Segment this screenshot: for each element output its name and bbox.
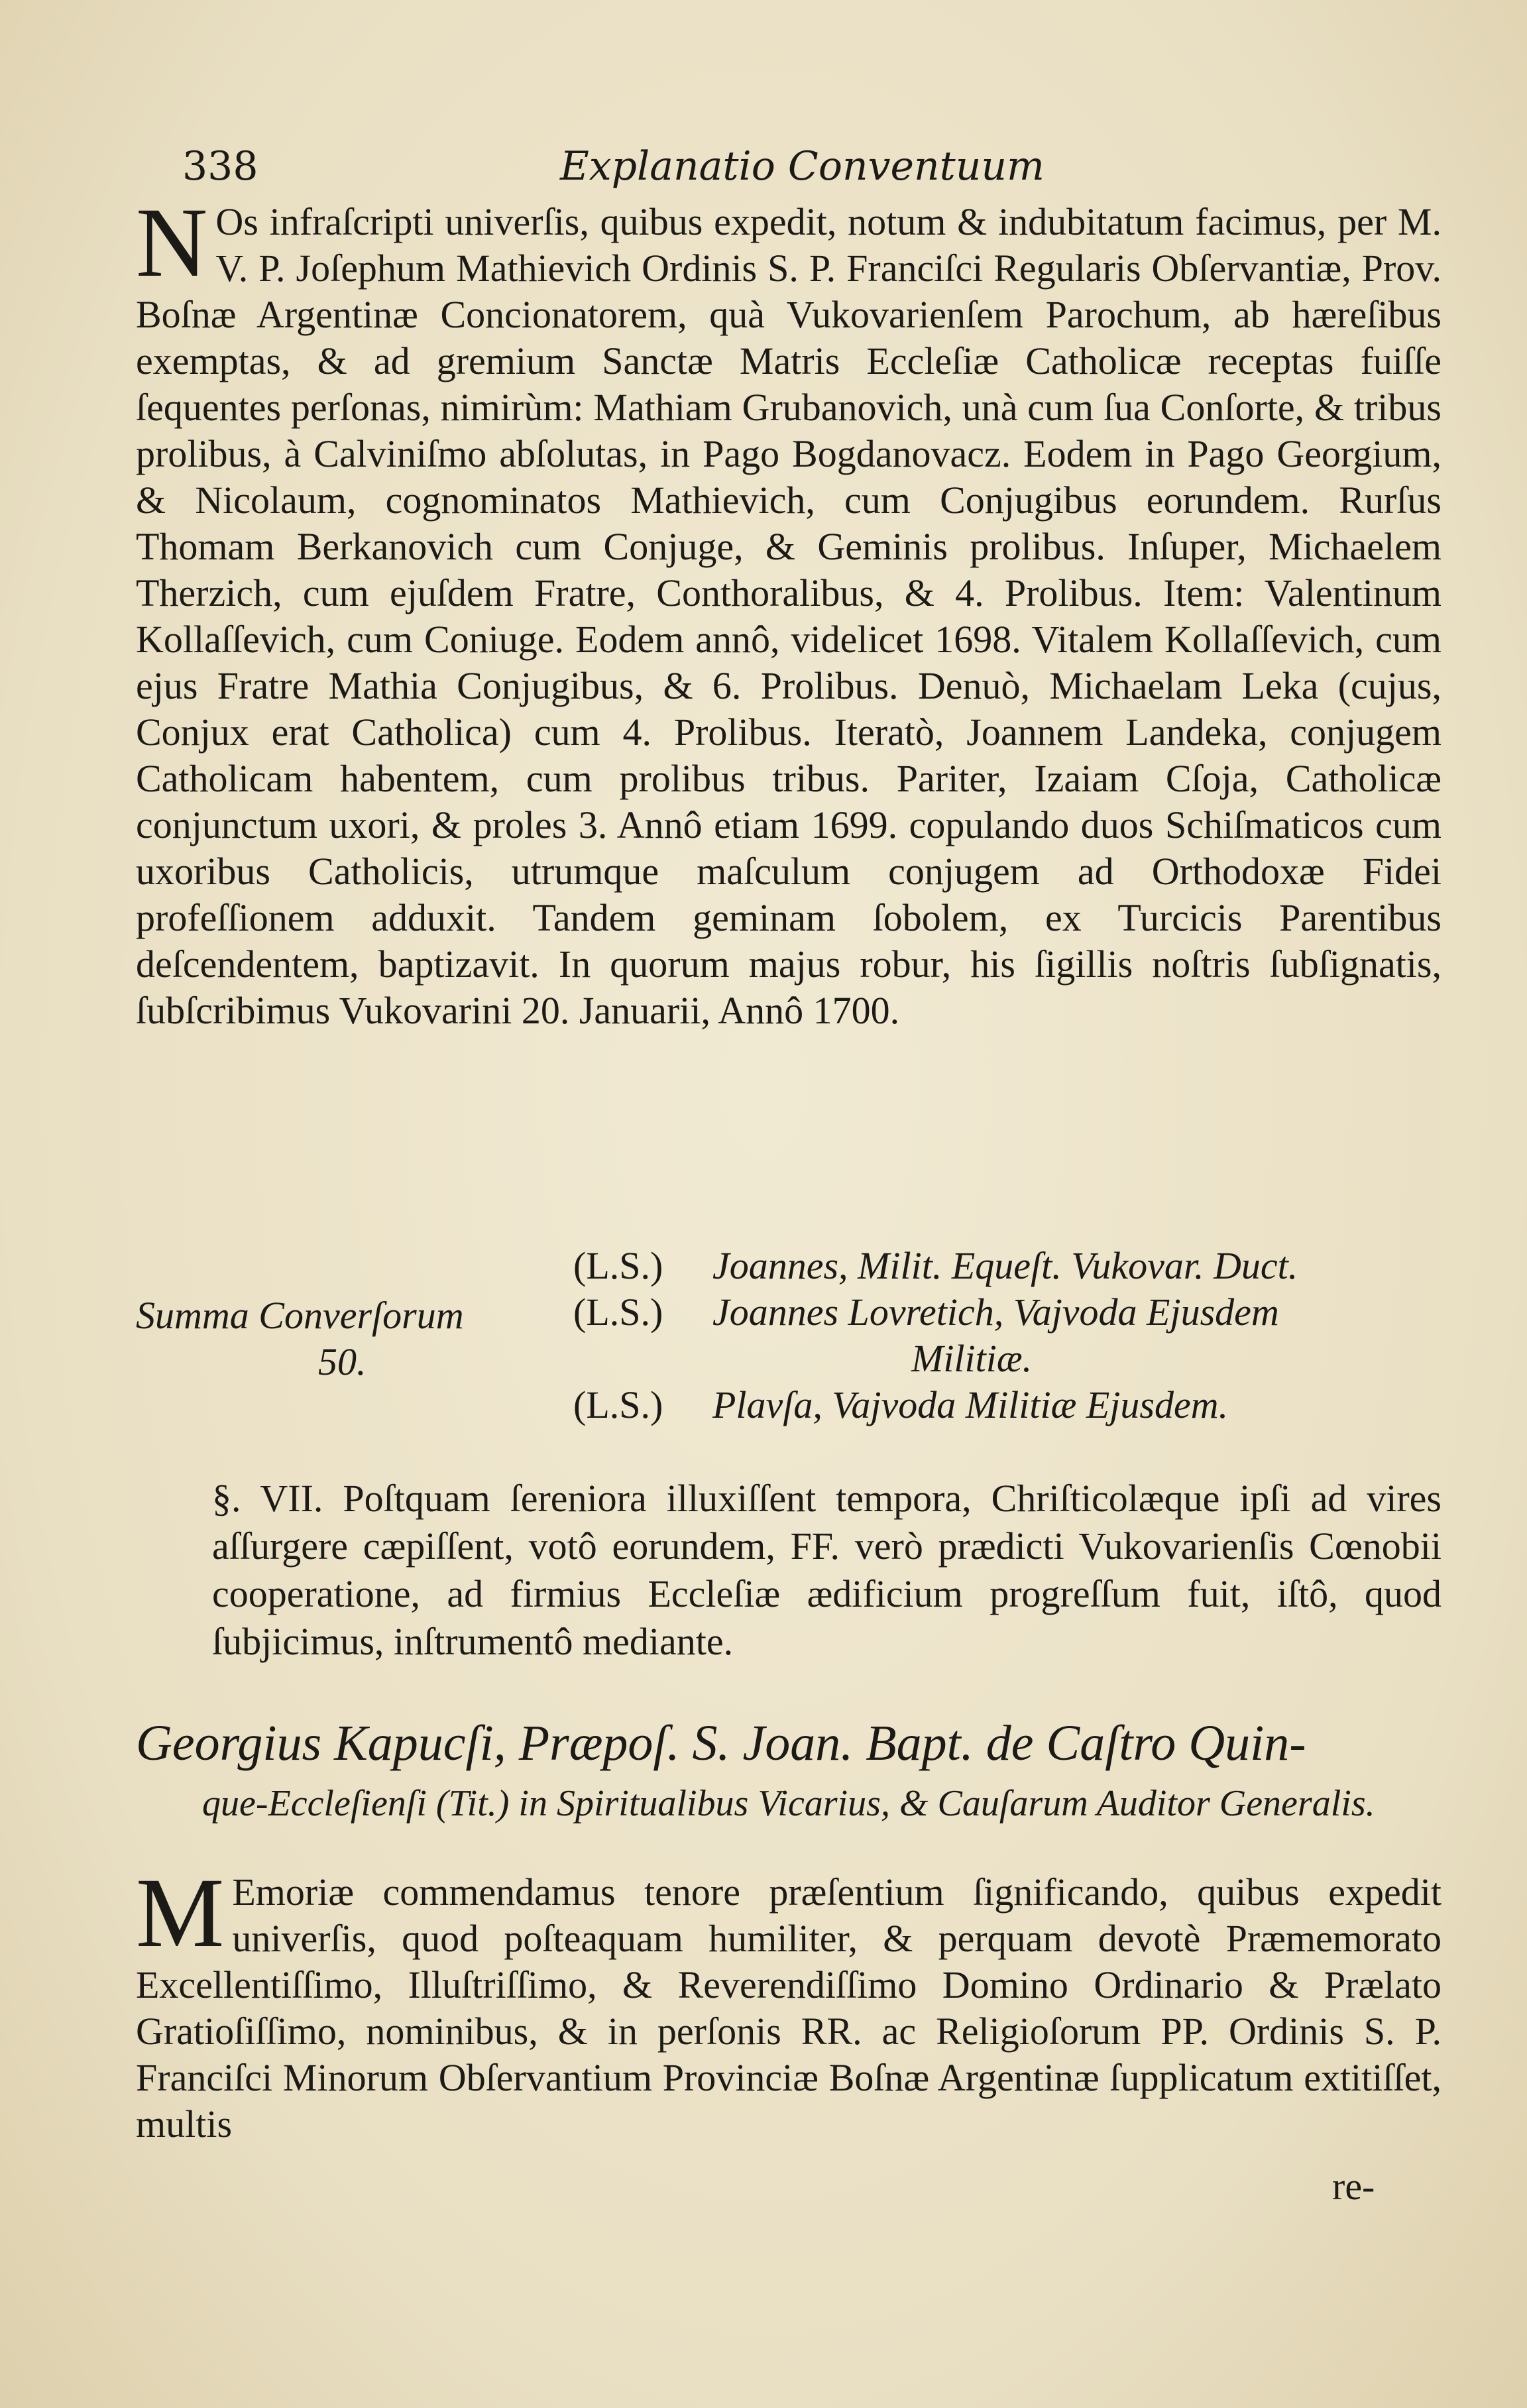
summa-label: Summa Converſorum: [136, 1294, 464, 1337]
signature-text: Plavſa, Vajvoda Militiæ Ejusdem.: [712, 1383, 1229, 1426]
signature-block: [573, 1243, 1448, 1428]
page-number: 338: [182, 143, 258, 190]
drop-cap-m: M: [136, 1858, 225, 1968]
signature-text: Joannes Lovretich, Vajvoda Ejusdem: [712, 1290, 1279, 1334]
title-main: Georgius Kapucſi, Præpoſ. S. Joan. Bapt. de Caſtro Quin-: [136, 1715, 1306, 1771]
signature-row: [573, 1382, 1448, 1428]
running-title: Explanatio Conventuum: [560, 143, 1045, 190]
paragraph-certificate: [136, 188, 1442, 1034]
signature-row: [573, 1243, 1448, 1289]
paragraph-memoriae: [136, 1858, 1442, 2148]
summa-number: 50.: [318, 1340, 367, 1383]
signature-row: [573, 1289, 1448, 1336]
title-rest: que-Eccleſienſi (Tit.) in Spiritualibus Vicarius, & Cauſarum Auditor Generalis.: [202, 1783, 1375, 1824]
paragraph-text: Os infraſcripti univerſis, quibus expedit, notum & indubitatum facimus, per M. V. P. Joſephum Mathievich Ordinis S. P. Franciſci Regularis Obſervantiæ, Prov. Boſnæ Argentinæ Concionatorem, quà Vukovarienſem Parochum, ab hæreſibus exemptas, & ad gremium Sanctæ Matris Eccleſiæ Catholicæ receptas fuiſſe ſequentes perſonas, nimirùm: Mathiam Grubanovich, unà cum ſua Conſorte, & tribus prolibus, à Calviniſmo abſolutas, in Pago Bogdanovacz. Eodem in Pago Georgium, & Nicolaum, cognominatos Mathievich, cum Conjugibus eorundem. Rurſus Thomam Berkanovich cum Conjuge, & Geminis prolibus. Inſuper, Michaelem Therzich, cum ejuſdem Fratre, Conthoralibus, & 4. Prolibus. Item: Valentinum Kollaſſevich, cum Coniuge. Eodem annô, videlicet 1698. Vitalem Kollaſſevich, cum ejus Fratre Mathia Conjugibus, & 6. Prolibus. Denuò, Michaelam Leka (cujus, Conjux erat Catholica) cum 4. Prolibus. Iteratò, Joannem Landeka, conjugem Catholicam habentem, cum prolibus tribus. Pariter, Izaiam Cſoja, Catholicæ conjunctum uxori, & proles 3. Annô etiam 1699. copulando duos Schiſmaticos cum uxoribus Catholicis, utrumque maſculum conjugem ad Orthodoxæ Fidei profeſſionem adduxit. Tandem geminam ſobolem, ex Turcicis Parentibus deſcendentem, baptizavit. In quorum majus robur, his ſigillis noſtris ſubſignatis, ſubſcribimus Vukovarini 20. Januarii, Annô 1700.: [136, 200, 1442, 1032]
seal-mark: (L.S.): [573, 1383, 663, 1426]
seal-mark: (L.S.): [573, 1244, 663, 1287]
document-title: [136, 1713, 1442, 1827]
signature-continuation: Militiæ.: [911, 1337, 1033, 1380]
drop-cap-n: N: [136, 188, 208, 298]
section-vii: [136, 1475, 1442, 1666]
summa-conversorum: [136, 1292, 464, 1385]
section-vii-text: §. VII. Poſtquam ſereniora illuxiſſent tempora, Chriſticolæque ipſi ad vires aſſurgere cæpiſſent, votô eorundem, FF. verò prædicti Vukovarienſis Cœnobii cooperatione, ad firmius Eccleſiæ ædificium progreſſum fuit, iſtô, quod ſubjicimus, inſtrumentô mediante.: [212, 1477, 1442, 1663]
paragraph-text: Emoriæ commendamus tenore præſentium ſignificando, quibus expedit univerſis, quod poſteaquam humiliter, & perquam devotè Præmemorato Excellentiſſimo, Illuſtriſſimo, & Reverendiſſimo Domino Ordinario & Prælato Gratioſiſſimo, nominibus, & in perſonis RR. ac Religioſorum PP. Ordinis S. P. Franciſci Minorum Obſervantium Provinciæ Boſnæ Argentinæ ſupplicatum extitiſſet, multis: [136, 1870, 1442, 2146]
catchword: re-: [1332, 2165, 1375, 2208]
seal-mark: (L.S.): [573, 1290, 663, 1334]
signature-text: Joannes, Milit. Equeſt. Vukovar. Duct.: [712, 1244, 1298, 1287]
